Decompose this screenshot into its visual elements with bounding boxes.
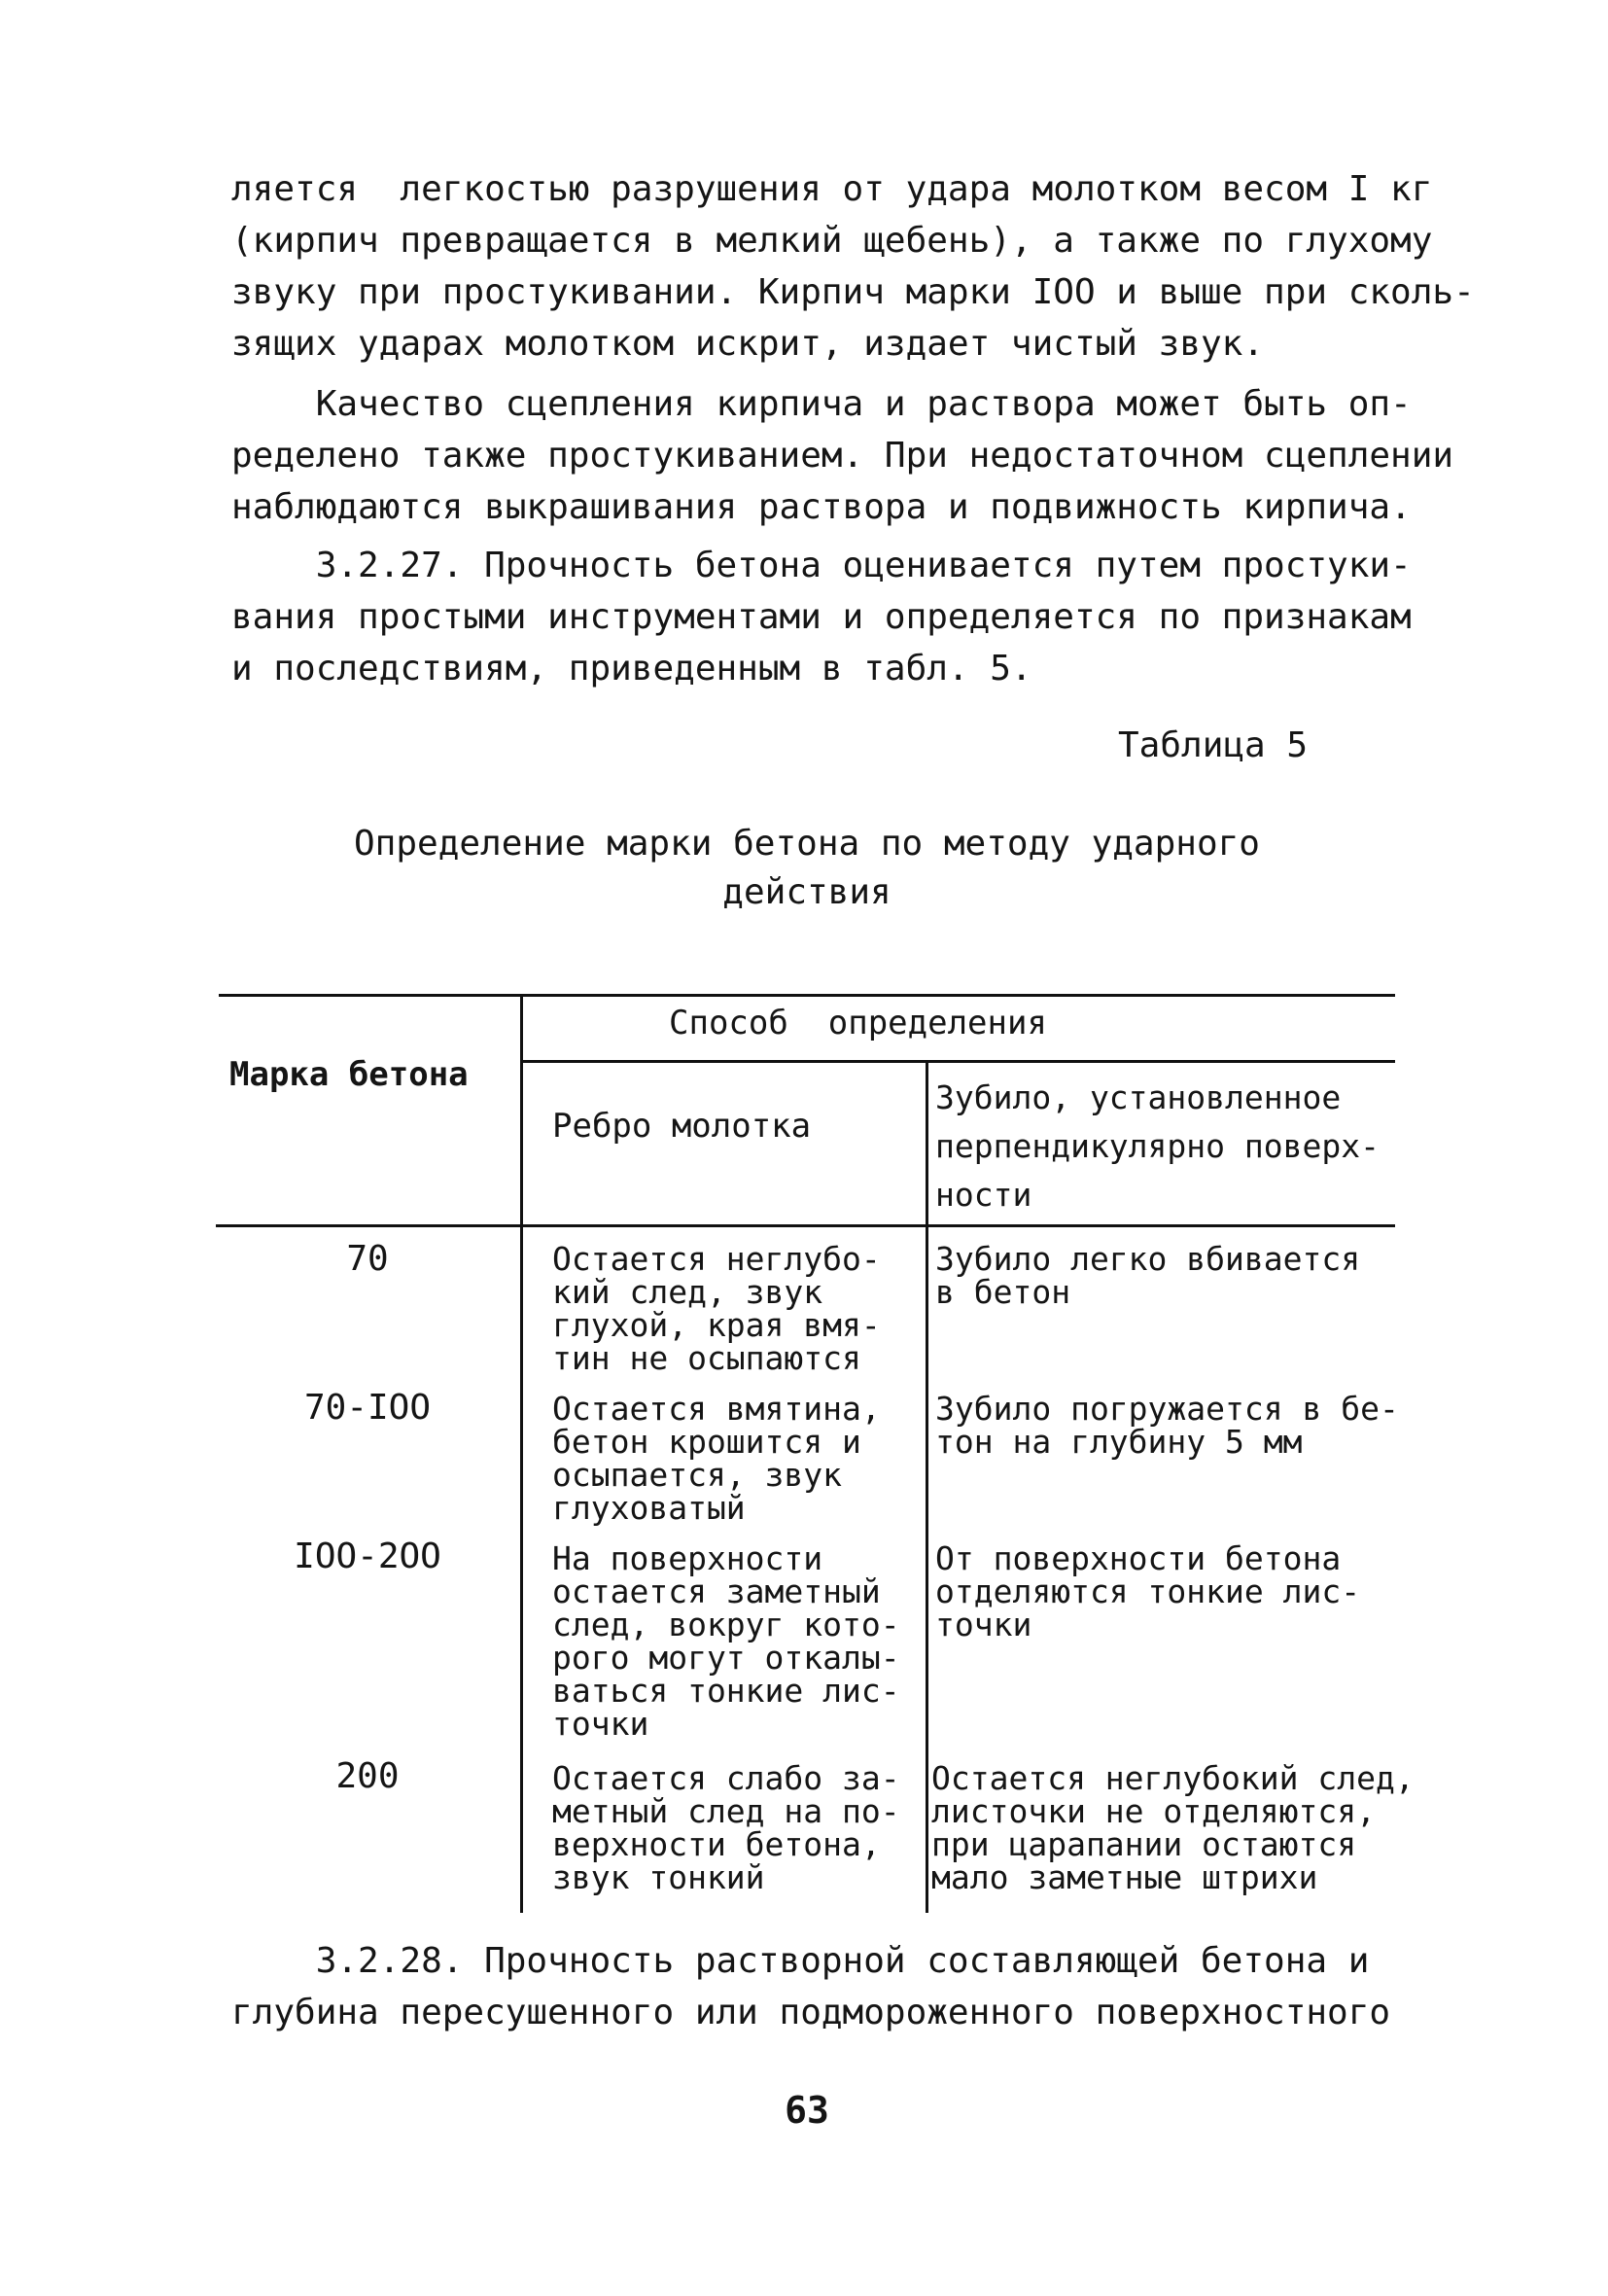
text-line: наблюдаются выкрашивания раствора и подвижность кирпича. <box>231 487 1412 527</box>
paragraph-3-2-27 <box>231 540 1427 694</box>
cell-line: глуховатый <box>552 1489 746 1527</box>
cell-line: Остается вмятина, <box>552 1390 881 1428</box>
cell-line: Остается слабо за- <box>552 1759 900 1797</box>
cell-line: при царапании остаются <box>931 1825 1357 1863</box>
text-line: ляется легкостью разрушения от удара молотком весом I кг <box>231 169 1433 209</box>
cell-line: листочки не отделяются, <box>931 1792 1376 1830</box>
header-chisel-line: перпендикулярно поверх- <box>935 1127 1380 1165</box>
cell-line: На поверхности <box>552 1539 823 1577</box>
text-line: зящих ударах молотком искрит, издает чистый звук. <box>231 324 1265 364</box>
cell-line: Остается неглубокий след, <box>931 1759 1415 1797</box>
table-column-divider-1 <box>520 994 523 1913</box>
text-line: 3.2.27. Прочность бетона оценивается путем простуки- <box>231 546 1412 585</box>
text-line: вания простыми инструментами и определяется по признакам <box>231 597 1412 637</box>
cell-line: точки <box>552 1705 649 1743</box>
caption-line: Определение марки бетона по методу ударного <box>354 824 1260 864</box>
header-hammer-edge: Ребро молотка <box>552 1107 812 1146</box>
cell-line: бетон крошится и <box>552 1423 861 1461</box>
cell-line: отделяются тонкие лис- <box>935 1572 1361 1610</box>
row-hammer-description <box>552 1390 881 1527</box>
cell-line: Зубило легко вбивается <box>935 1240 1361 1278</box>
paragraph-3-2-28 <box>231 1935 1427 2038</box>
header-sub-rule <box>523 1060 1395 1063</box>
cell-line: рого могут откалы- <box>552 1639 900 1677</box>
row-grade: 70-IOO <box>303 1388 432 1428</box>
paragraph-brick-strength <box>231 163 1475 370</box>
header-grade: Марка бетона <box>229 1055 469 1094</box>
header-bottom-rule <box>216 1224 1395 1227</box>
caption-line: действия <box>722 872 891 912</box>
text-line: и последствиям, приведенным в табл. 5. <box>231 649 1032 689</box>
table-column-divider-2 <box>926 1062 928 1913</box>
header-chisel-line: Зубило, установленное <box>935 1078 1342 1116</box>
row-grade: 70 <box>346 1239 389 1279</box>
row-chisel-description <box>935 1240 1361 1311</box>
header-method: Способ определения <box>669 1004 1047 1042</box>
table-top-rule <box>219 994 1395 997</box>
cell-line: мало заметные штрихи <box>931 1858 1318 1896</box>
row-chisel-description <box>931 1759 1415 1896</box>
cell-line: тин не осыпаются <box>552 1339 861 1377</box>
table-caption <box>292 820 1322 917</box>
row-hammer-description <box>552 1759 900 1896</box>
row-chisel-description <box>935 1539 1361 1643</box>
cell-line: метный след на по- <box>552 1792 900 1830</box>
page-number: 63 <box>785 2089 829 2132</box>
cell-line: в бетон <box>935 1273 1071 1311</box>
cell-line: тон на глубину 5 мм <box>935 1423 1303 1461</box>
cell-line: верхности бетона, <box>552 1825 881 1863</box>
cell-line: Зубило погружается в бе- <box>935 1390 1399 1428</box>
text-line: глубина пересушенного или подмороженного поверхностного <box>231 1993 1391 2032</box>
text-line: ределено также простукиванием. При недостаточном сцеплении <box>231 436 1454 476</box>
row-grade: 200 <box>335 1756 400 1796</box>
cell-line: глухой, края вмя- <box>552 1306 881 1344</box>
row-chisel-description <box>935 1390 1399 1461</box>
cell-line: ваться тонкие лис- <box>552 1672 900 1710</box>
cell-line: осыпается, звук <box>552 1456 843 1494</box>
text-line: звуку при простукивании. Кирпич марки IOO и выше при сколь- <box>231 272 1475 312</box>
cell-line: Остается неглубо- <box>552 1240 881 1278</box>
row-hammer-description <box>552 1539 900 1743</box>
row-hammer-description <box>552 1240 881 1377</box>
text-line: 3.2.28. Прочность растворной составляющей бетона и <box>231 1941 1370 1981</box>
header-chisel <box>935 1074 1380 1219</box>
row-grade: IOO-2OO <box>294 1537 441 1576</box>
table-label: Таблица 5 <box>1118 725 1309 765</box>
text-line: (кирпич превращается в мелкий щебень), а также по глухому <box>231 221 1433 261</box>
text-line: Качество сцепления кирпича и раствора может быть оп- <box>231 384 1412 424</box>
cell-line: след, вокруг кото- <box>552 1606 900 1643</box>
paragraph-bond-quality <box>231 378 1454 533</box>
cell-line: точки <box>935 1606 1032 1643</box>
cell-line: звук тонкий <box>552 1858 765 1896</box>
header-chisel-line: ности <box>935 1176 1032 1214</box>
cell-line: От поверхности бетона <box>935 1539 1342 1577</box>
cell-line: кий след, звук <box>552 1273 823 1311</box>
cell-line: остается заметный <box>552 1572 881 1610</box>
